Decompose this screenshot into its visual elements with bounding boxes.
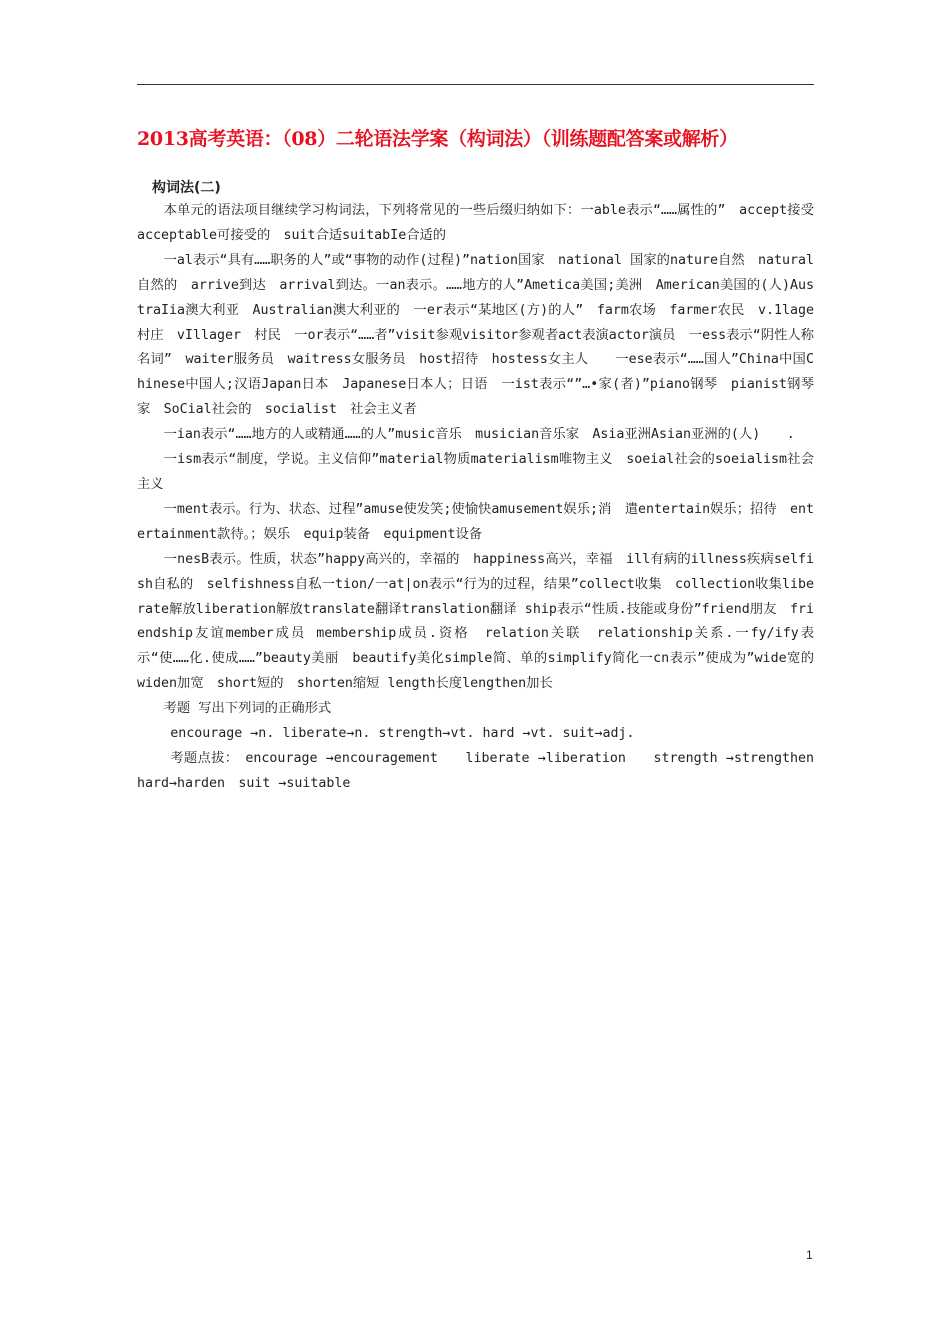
document-title: 2013高考英语：（08）二轮语法学案（构词法）（训练题配答案或解析） (137, 128, 738, 150)
exercise-answer: 考题点拔： encourage →encouragement liberate →liberation strength →strengthen hard→harden suit →suitable (137, 750, 828, 791)
paragraph-intro: 本单元的语法项目继续学习构词法，下列将常见的一些后缀归纳如下：一able表示“……属性的” accept接受 acceptable可接受的 suit合适suitabIe合适的 (137, 203, 828, 243)
paragraph-suffixes-ness-en: 一nesB表示。性质，状态”happy高兴的，幸福的 happiness高兴，幸福 ill有病的illness疾病selfish自私的 selfishness自私一tion/一at|on表示“行为的过程，结果”collect收集 collection收集liberate解放liberation解放translate翻译translation翻译 ship表示“性质.技能或身份”friend朋友 friendship友谊member成员 membership成员.资格 relation关联 relationship关系.一fy/ify表示“使……化.使成……”beauty美丽 beautify美化simple简、单的simplify简化一cn表示”使成为”wide宽的 widen加宽 short短的 shorten缩短 length长度lengthen加长 (137, 551, 828, 692)
header-rule (137, 84, 814, 85)
paragraph-suffix-ment: 一ment表示。行为、状态、过程”amuse使发笑;使愉快amusement娱乐;消 遣entertain娱乐；招待 entertainment款待。；娱乐 equip装备 equipment设备 (137, 501, 814, 542)
paragraph-suffixes-al-ist: 一al表示“具有……职务的人”或“事物的动作(过程)”nation国家 national 国家的nature自然 natural自然的 arrive到达 arrival到达。一an表示。……地方的人”Ametica美国;美洲 American美国的(人)AustraIia澳大利亚 Australian澳大利亚的 一er表示“某地区(方)的人” farm农场 farmer农民 v.1lage村庄 vIllager 村民 一or表示“……者”visit参观visitor参观者act表演actor演员 一ess表示“阴性人称名词” waiter服务员 waitress女服务员 host招待 hostess女主人 一ese表示“……国人”China中国Chinese中国人;汉语Japan日本 Japanese日本人；日语 一ist表示“”…•家(者)”piano钢琴 pianist钢琴家 SoCial社会的 socialist 社会主义者 (137, 252, 814, 418)
exercise-heading: 考题 写出下列词的正确形式 (163, 701, 332, 717)
section-subtitle: 构词法(二) (152, 180, 221, 196)
paragraph-suffix-ian: 一ian表示“……地方的人或精通……的人”music音乐 musician音乐家 Asia亚洲Asian亚洲的(人) . (163, 427, 795, 443)
exercise-question: encourage →n. liberate→n. strength→vt. hard →vt. suit→adj. (170, 726, 635, 742)
document-body (137, 199, 828, 797)
paragraph-suffix-ism: 一ism表示“制度，学说。主义信仰”material物质materialism唯物主义 soeial社会的soeialism社会主义 (137, 452, 814, 492)
page-number: 1 (806, 1248, 813, 1262)
